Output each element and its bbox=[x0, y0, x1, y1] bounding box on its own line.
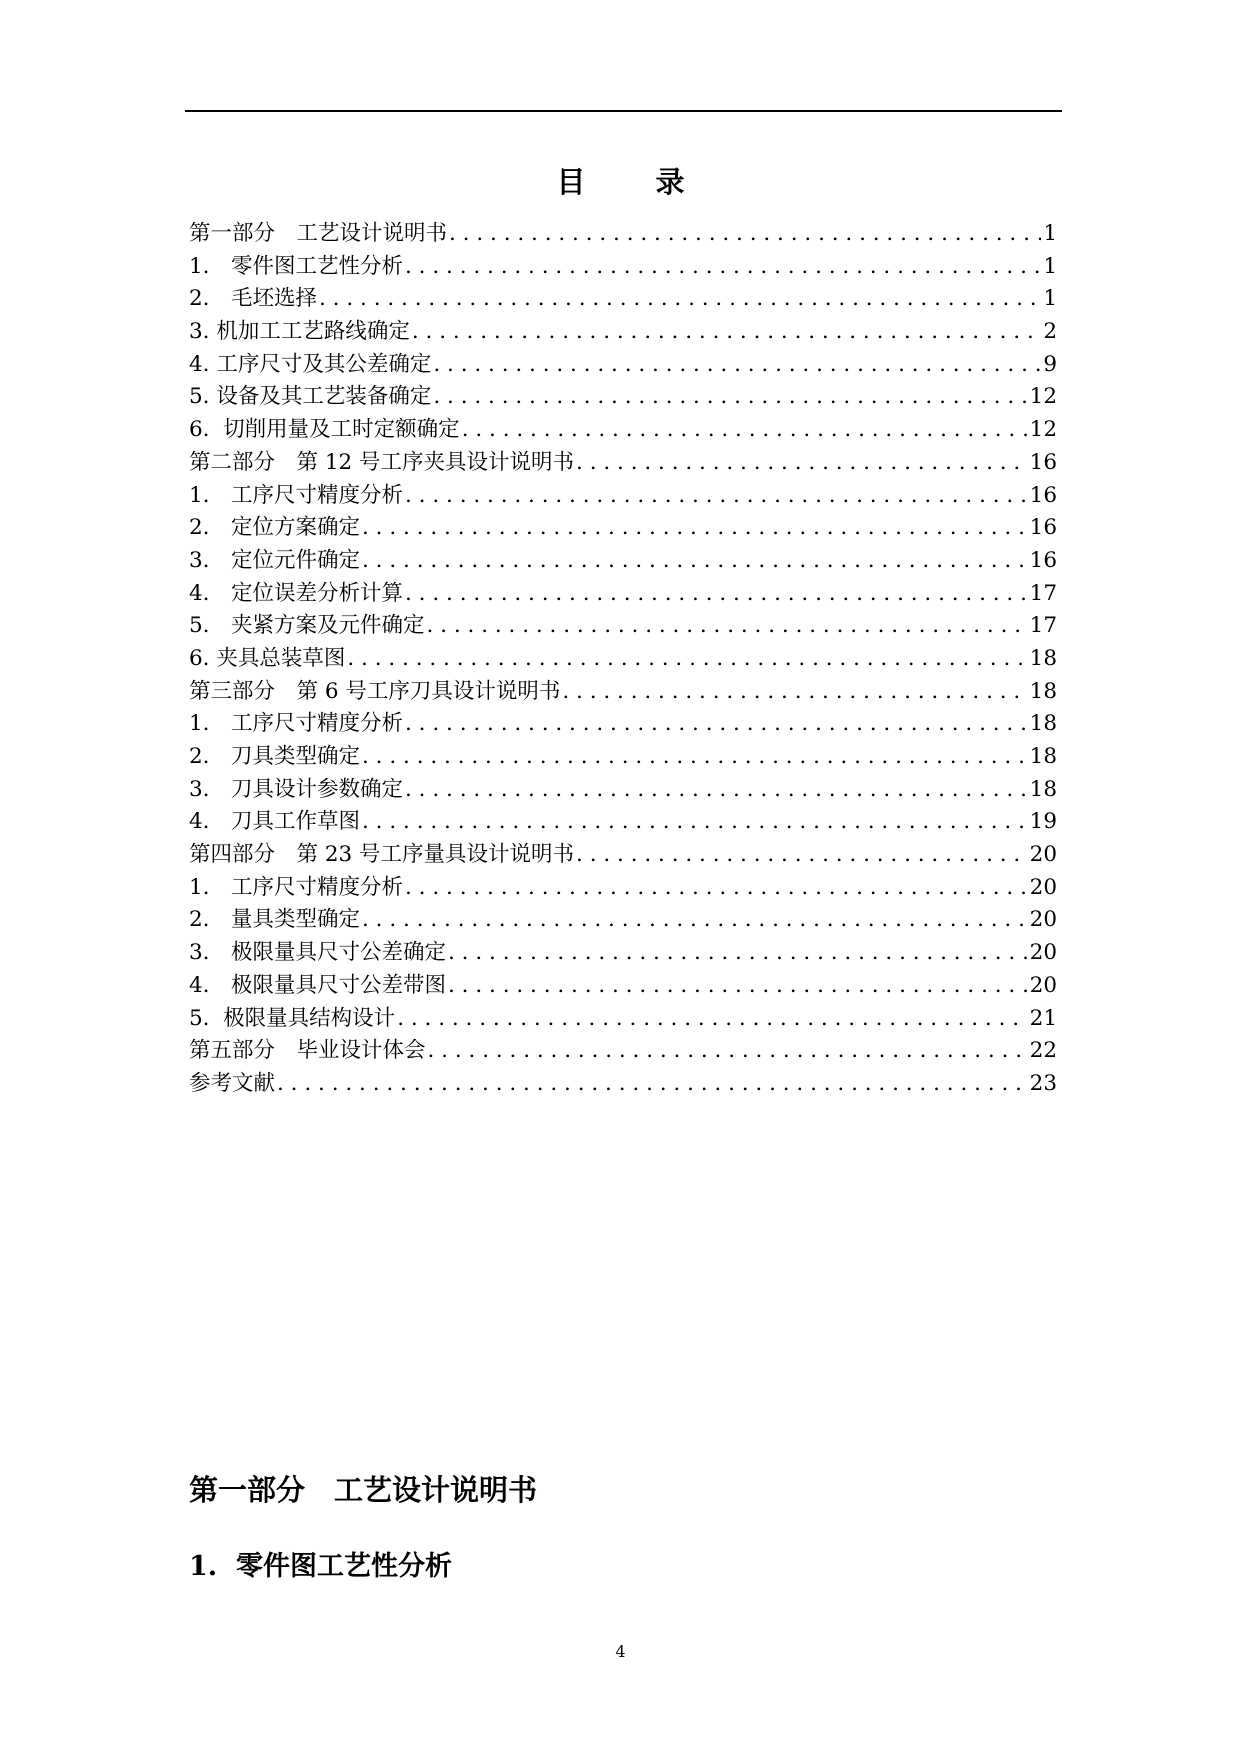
toc-entry-page: 20 bbox=[1029, 874, 1057, 900]
toc-entry-label: 参考文献 bbox=[189, 1070, 276, 1096]
toc-title: 目 录 bbox=[556, 165, 715, 199]
toc-entry-page: 18 bbox=[1029, 678, 1057, 704]
toc-entry[interactable] bbox=[189, 1003, 1057, 1036]
toc-dot-leader bbox=[397, 1003, 1027, 1036]
toc-entry[interactable] bbox=[189, 643, 1057, 676]
toc-entry-label: 3. 刀具设计参数确定 bbox=[189, 776, 404, 802]
toc-entry[interactable] bbox=[189, 741, 1057, 774]
toc-entry-label: 第二部分 第 12 号工序夹具设计说明书 bbox=[189, 449, 575, 475]
toc-entry-page: 12 bbox=[1029, 384, 1057, 410]
toc-entry[interactable] bbox=[189, 283, 1057, 316]
toc-dot-leader bbox=[362, 741, 1028, 774]
toc-entry[interactable] bbox=[189, 447, 1057, 480]
toc-entry-label: 6. 夹具总装草图 bbox=[189, 645, 346, 671]
toc-entry-label: 4. 极限量具尺寸公差带图 bbox=[189, 972, 447, 998]
toc-entry-page: 1 bbox=[1043, 286, 1057, 312]
toc-entry-label: 1. 工序尺寸精度分析 bbox=[189, 711, 404, 737]
toc-entry-page: 22 bbox=[1029, 1038, 1057, 1064]
toc-entry-page: 16 bbox=[1029, 482, 1057, 508]
toc-entry-page: 19 bbox=[1029, 809, 1057, 835]
toc-entry[interactable] bbox=[189, 937, 1057, 970]
toc-entry-label: 1. 工序尺寸精度分析 bbox=[189, 874, 404, 900]
toc-dot-leader bbox=[405, 578, 1028, 611]
toc-entry-page: 1 bbox=[1043, 253, 1057, 279]
toc-dot-leader bbox=[427, 610, 1028, 643]
toc-entry[interactable] bbox=[189, 1035, 1057, 1068]
toc-entry-page: 2 bbox=[1043, 319, 1057, 345]
toc-entry-page: 23 bbox=[1029, 1070, 1057, 1096]
toc-entry-label: 3. 机加工工艺路线确定 bbox=[189, 319, 410, 345]
toc-entry[interactable] bbox=[189, 774, 1057, 807]
toc-entry-page: 9 bbox=[1043, 351, 1057, 377]
toc-dot-leader bbox=[347, 643, 1027, 676]
toc-entry-page: 17 bbox=[1029, 613, 1057, 639]
toc-dot-leader bbox=[576, 839, 1028, 872]
table-of-contents bbox=[189, 218, 1057, 1101]
toc-entry-page: 18 bbox=[1029, 645, 1057, 671]
toc-dot-leader bbox=[362, 545, 1028, 578]
toc-entry-page: 20 bbox=[1029, 940, 1057, 966]
toc-entry-label: 4. 刀具工作草图 bbox=[189, 809, 361, 835]
toc-dot-leader bbox=[405, 708, 1028, 741]
toc-entry[interactable] bbox=[189, 676, 1057, 709]
toc-dot-leader bbox=[448, 937, 1028, 970]
toc-entry-label: 3. 极限量具尺寸公差确定 bbox=[189, 940, 447, 966]
toc-entry-page: 16 bbox=[1029, 547, 1057, 573]
toc-entry[interactable] bbox=[189, 806, 1057, 839]
toc-entry[interactable] bbox=[189, 610, 1057, 643]
header-rule bbox=[185, 110, 1062, 112]
sub-heading: 1. 零件图工艺性分析 bbox=[189, 1551, 452, 1582]
toc-entry-page: 18 bbox=[1029, 711, 1057, 737]
toc-entry[interactable] bbox=[189, 512, 1057, 545]
toc-dot-leader bbox=[405, 774, 1028, 807]
toc-entry[interactable] bbox=[189, 545, 1057, 578]
toc-entry[interactable] bbox=[189, 218, 1057, 251]
toc-dot-leader bbox=[412, 316, 1041, 349]
toc-dot-leader bbox=[428, 1035, 1028, 1068]
toc-dot-leader bbox=[576, 447, 1028, 480]
toc-entry-label: 6. 切削用量及工时定额确定 bbox=[189, 417, 460, 443]
toc-entry-label: 4. 工序尺寸及其公差确定 bbox=[189, 351, 432, 377]
toc-entry[interactable] bbox=[189, 381, 1057, 414]
toc-entry-label: 1. 零件图工艺性分析 bbox=[189, 253, 404, 279]
toc-entry-page: 16 bbox=[1029, 515, 1057, 541]
toc-entry[interactable] bbox=[189, 349, 1057, 382]
toc-entry-page: 1 bbox=[1043, 221, 1057, 246]
toc-entry-label: 2. 定位方案确定 bbox=[189, 515, 361, 541]
toc-entry-page: 21 bbox=[1029, 1005, 1057, 1031]
toc-dot-leader bbox=[405, 872, 1028, 905]
toc-entry-label: 第三部分 第 6 号工序刀具设计说明书 bbox=[189, 678, 561, 704]
toc-entry-page: 20 bbox=[1029, 842, 1057, 868]
toc-entry-label: 第一部分 工艺设计说明书 bbox=[189, 221, 448, 246]
toc-entry-label: 4. 定位误差分析计算 bbox=[189, 580, 404, 606]
toc-entry[interactable] bbox=[189, 316, 1057, 349]
toc-dot-leader bbox=[319, 283, 1041, 316]
toc-entry-page: 16 bbox=[1029, 449, 1057, 475]
toc-entry[interactable] bbox=[189, 578, 1057, 611]
toc-entry-label: 5. 极限量具结构设计 bbox=[189, 1005, 396, 1031]
toc-entry[interactable] bbox=[189, 970, 1057, 1003]
toc-entry[interactable] bbox=[189, 839, 1057, 872]
toc-dot-leader bbox=[405, 480, 1028, 513]
toc-entry[interactable] bbox=[189, 251, 1057, 284]
toc-entry-label: 第四部分 第 23 号工序量具设计说明书 bbox=[189, 842, 575, 868]
toc-dot-leader bbox=[562, 676, 1027, 709]
page-number: 4 bbox=[615, 1642, 626, 1661]
toc-dot-leader bbox=[462, 414, 1028, 447]
toc-entry-label: 5. 设备及其工艺装备确定 bbox=[189, 384, 432, 410]
toc-entry-label: 2. 量具类型确定 bbox=[189, 907, 361, 933]
toc-entry[interactable] bbox=[189, 1068, 1057, 1101]
toc-dot-leader bbox=[433, 349, 1041, 382]
toc-dot-leader bbox=[277, 1068, 1028, 1101]
toc-dot-leader bbox=[433, 381, 1027, 414]
toc-dot-leader bbox=[449, 218, 1041, 251]
toc-entry[interactable] bbox=[189, 904, 1057, 937]
toc-dot-leader bbox=[448, 970, 1028, 1003]
toc-entry-page: 20 bbox=[1029, 972, 1057, 998]
toc-entry[interactable] bbox=[189, 480, 1057, 513]
toc-entry-label: 3. 定位元件确定 bbox=[189, 547, 361, 573]
toc-entry-page: 12 bbox=[1029, 417, 1057, 443]
toc-dot-leader bbox=[362, 806, 1028, 839]
toc-entry-label: 2. 刀具类型确定 bbox=[189, 744, 361, 769]
toc-entry[interactable] bbox=[189, 708, 1057, 741]
toc-dot-leader bbox=[362, 512, 1028, 545]
toc-entry-label: 1. 工序尺寸精度分析 bbox=[189, 482, 404, 508]
toc-entry-page: 18 bbox=[1029, 744, 1057, 769]
toc-entry-label: 5. 夹紧方案及元件确定 bbox=[189, 613, 425, 639]
section-heading: 第一部分 工艺设计说明书 bbox=[189, 1473, 538, 1507]
toc-entry-page: 18 bbox=[1029, 776, 1057, 802]
toc-entry-label: 2. 毛坯选择 bbox=[189, 286, 318, 312]
toc-dot-leader bbox=[405, 251, 1041, 284]
toc-entry[interactable] bbox=[189, 414, 1057, 447]
toc-entry-page: 17 bbox=[1029, 580, 1057, 606]
toc-entry[interactable] bbox=[189, 872, 1057, 905]
toc-dot-leader bbox=[362, 904, 1028, 937]
toc-entry-label: 第五部分 毕业设计体会 bbox=[189, 1038, 426, 1064]
toc-entry-page: 20 bbox=[1029, 907, 1057, 933]
